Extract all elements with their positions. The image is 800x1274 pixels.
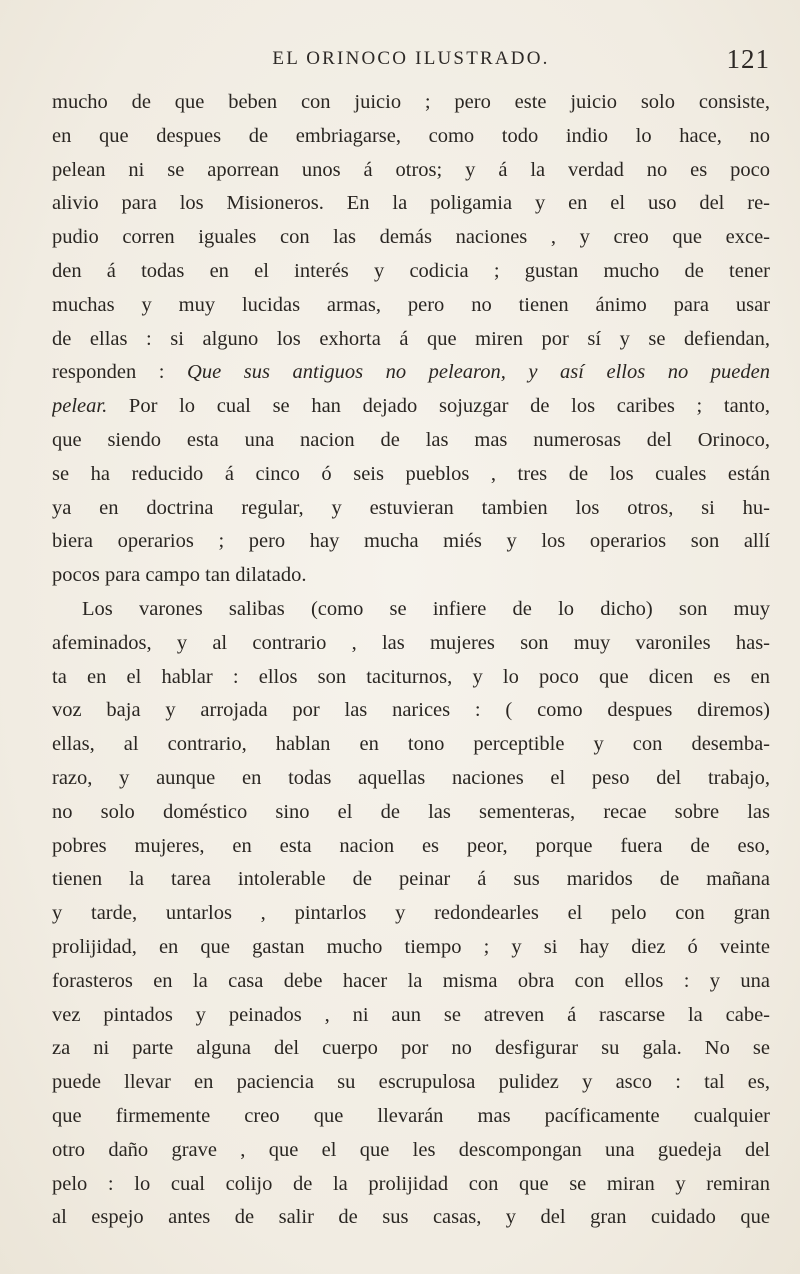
quoted-reply-italic: pelear.: [52, 395, 108, 418]
text-line: otro daño grave , que el que les descompongan una guedeja del: [52, 1138, 770, 1161]
text-line: biera operarios ; pero hay mucha miés y los operarios son allí: [52, 530, 770, 553]
text-line: al espejo antes de salir de sus casas, y del gran cuidado que: [52, 1206, 770, 1229]
text-line: razo, y aunque en todas aquellas naciones el peso del trabajo,: [52, 766, 770, 789]
text-line: ta en el hablar : ellos son taciturnos, y lo poco que dicen es en: [52, 665, 770, 688]
page-number: 121: [726, 44, 770, 74]
text-line: ellas, al contrario, hablan en tono perceptible y con desemba-: [52, 733, 770, 756]
text-line: mucho de que beben con juicio ; pero este juicio solo consiste,: [52, 91, 770, 113]
running-head: [52, 44, 770, 78]
text-line: de ellas : si alguno los exhorta á que miren por sí y se defiendan,: [52, 327, 770, 350]
text-line: vez pintados y peinados , ni aun se atreven á rascarse la cabe-: [52, 1003, 770, 1026]
line-roman-part: responden :: [52, 361, 188, 384]
text-line: afeminados, y al contrario , las mujeres son muy varoniles has-: [52, 631, 770, 654]
text-line: puede llevar en paciencia su escrupulosa pulidez y asco : tal es,: [52, 1071, 770, 1094]
text-line: alivio para los Misioneros. En la poligamia y en el uso del re-: [52, 192, 770, 215]
text-line: no solo doméstico sino el de las sementeras, recae sobre las: [52, 800, 770, 823]
paragraph-start-line: Los varones salibas (como se infiere de lo dicho) son muy: [82, 597, 770, 620]
text-line: den á todas en el interés y codicia ; gustan mucho de tener: [52, 259, 770, 282]
text-line: en que despues de embriagarse, como todo indio lo hace, no: [52, 124, 770, 147]
text-line: forasteros en la casa debe hacer la misma obra con ellos : y una: [52, 969, 770, 992]
text-line: muchas y muy lucidas armas, pero no tienen ánimo para usar: [52, 293, 770, 316]
text-line: se ha reducido á cinco ó seis pueblos , tres de los cuales están: [52, 462, 770, 485]
running-title: EL ORINOCO ILUSTRADO.: [272, 48, 550, 69]
quoted-reply-italic: Que sus antiguos no pelearon, y así ellos no pueden: [187, 361, 770, 384]
text-line: tienen la tarea intolerable de peinar á sus maridos de mañana: [52, 868, 770, 891]
text-line: ya en doctrina regular, y estuvieran tambien los otros, si hu-: [52, 496, 770, 519]
text-line: pelo : lo cual colijo de la prolijidad con que se miran y remiran: [52, 1172, 770, 1195]
text-line: prolijidad, en que gastan mucho tiempo ; y si hay diez ó veinte: [52, 935, 770, 958]
text-line: que siendo esta una nacion de las mas numerosas del Orinoco,: [52, 428, 770, 451]
paragraph-end-line: pocos para campo tan dilatado.: [52, 564, 307, 587]
line-roman-part: Por lo cual se han dejado sojuzgar de los caribes ; tanto,: [107, 395, 770, 418]
text-line: pobres mujeres, en esta nacion es peor, porque fuera de eso,: [52, 834, 770, 857]
text-line: [52, 356, 770, 390]
body-text: [52, 86, 770, 1235]
text-line: za ni parte alguna del cuerpo por no desfigurar su gala. No se: [52, 1037, 770, 1060]
text-line: pelean ni se aporrean unos á otros; y á la verdad no es poco: [52, 158, 770, 181]
text-line: que firmemente creo que llevarán mas pacíficamente cualquier: [52, 1104, 770, 1127]
text-line: voz baja y arrojada por las narices : ( como despues diremos): [52, 699, 770, 722]
text-line: [52, 390, 770, 424]
text-line: pudio corren iguales con las demás naciones , y creo que exce-: [52, 226, 770, 249]
text-line: y tarde, untarlos , pintarlos y redondearles el pelo con gran: [52, 902, 770, 925]
